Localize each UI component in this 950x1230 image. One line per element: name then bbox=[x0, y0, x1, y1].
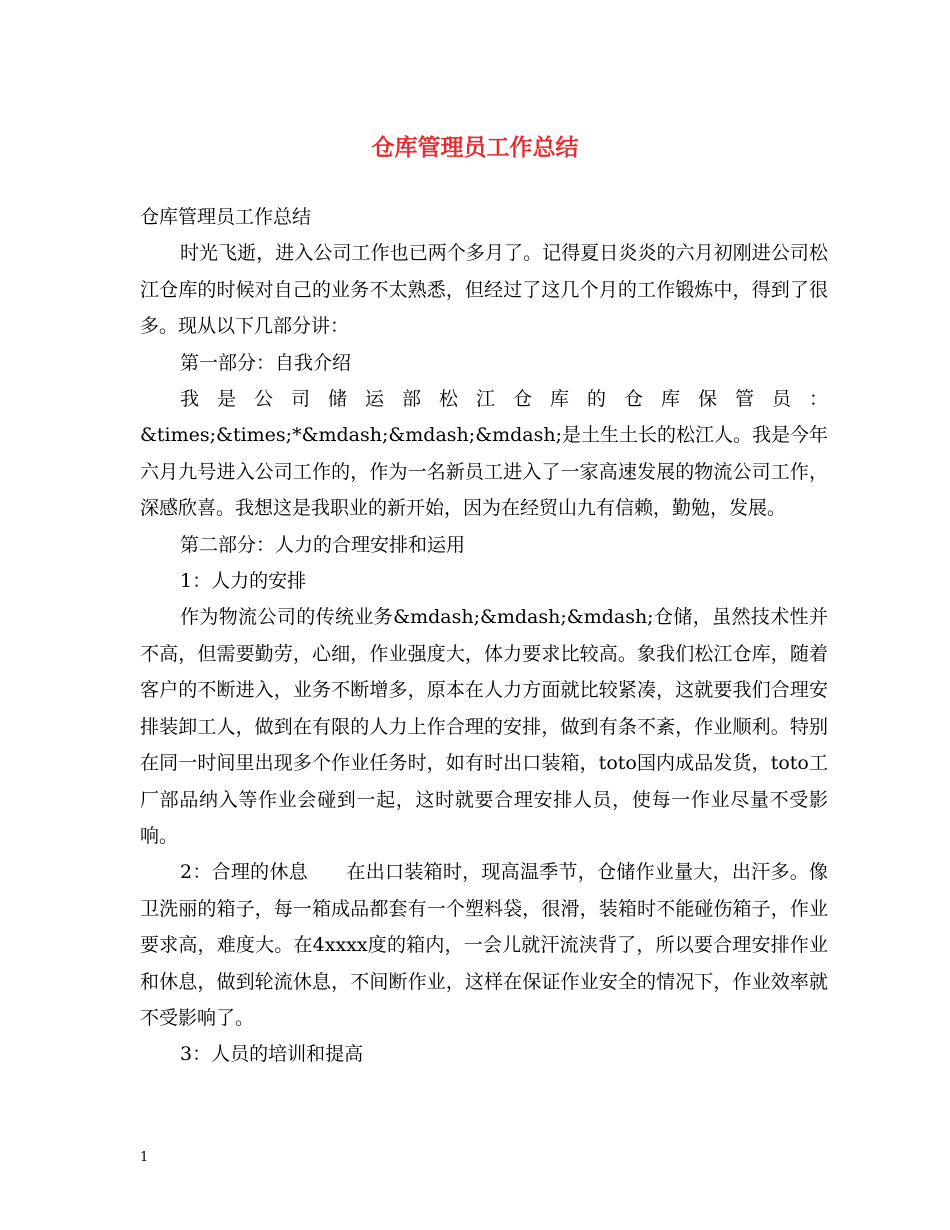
staff-arrangement-paragraph: 作为物流公司的传统业务&mdash;&mdash;&mdash;仓储，虽然技术性并不高，但需要勤劳，心细，作业强度大，体力要求比较高。象我们松江仓库，随着客户的不断进入，业务不断增多，原本在人力方面就比较紧凑，这就要我们合理安排装卸工人，做到在有限的人力上作合理的安排，做到有条不紊，作业顺利。特别在同一时间里出现多个作业任务时，如有时出口装箱，toto国内成品发货，toto工厂部品纳入等作业会碰到一起，这时就要合理安排人员，使每一作业尽量不受影响。 bbox=[140, 606, 828, 847]
subheading-staff-training: 3：人员的培训和提高 bbox=[180, 1043, 364, 1066]
self-intro-paragraph: &times;&times;*&mdash;&mdash;&mdash;是土生土长的松江人。我是今年六月九号进入公司工作的，作为一名新员工进入了一家高速发展的物流公司工作，深感欣喜。我想这是我职业的新开始，因为在经贸山九有信赖，勤勉，发展。 bbox=[140, 424, 828, 520]
section-heading-part-one: 第一部分：自我介绍 bbox=[180, 351, 352, 374]
subheading-staff-arrangement: 1：人力的安排 bbox=[180, 570, 307, 593]
section-heading-part-two: 第二部分：人力的合理安排和运用 bbox=[180, 533, 466, 556]
document-title: 仓库管理员工作总结 bbox=[371, 134, 579, 161]
rest-paragraph: 2：合理的休息 在出口装箱时，现高温季节，仓储作业量大，出汗多。像卫洗丽的箱子，每一箱成品都套有一个塑料袋，很滑，装箱时不能碰伤箱子，作业要求高，难度大。在4xxxx度的箱内，一会儿就汗流浃背了，所以要合理安排作业和休息，做到轮流休息，不间断作业，这样在保证作业安全的情况下，作业效率就不受影响了。 bbox=[140, 861, 828, 1029]
page-number: 1 bbox=[140, 1150, 149, 1165]
document-body bbox=[140, 199, 828, 1073]
body-heading: 仓库管理员工作总结 bbox=[140, 206, 312, 228]
self-intro-line: 我是公司储运部松江仓库的仓库保管员： bbox=[180, 388, 828, 411]
intro-paragraph: 时光飞逝，进入公司工作也已两个多月了。记得夏日炎炎的六月初刚进公司松江仓库的时候对自己的业务不太熟悉，但经过了这几个月的工作锻炼中，得到了很多。现从以下几部分讲： bbox=[140, 242, 828, 338]
